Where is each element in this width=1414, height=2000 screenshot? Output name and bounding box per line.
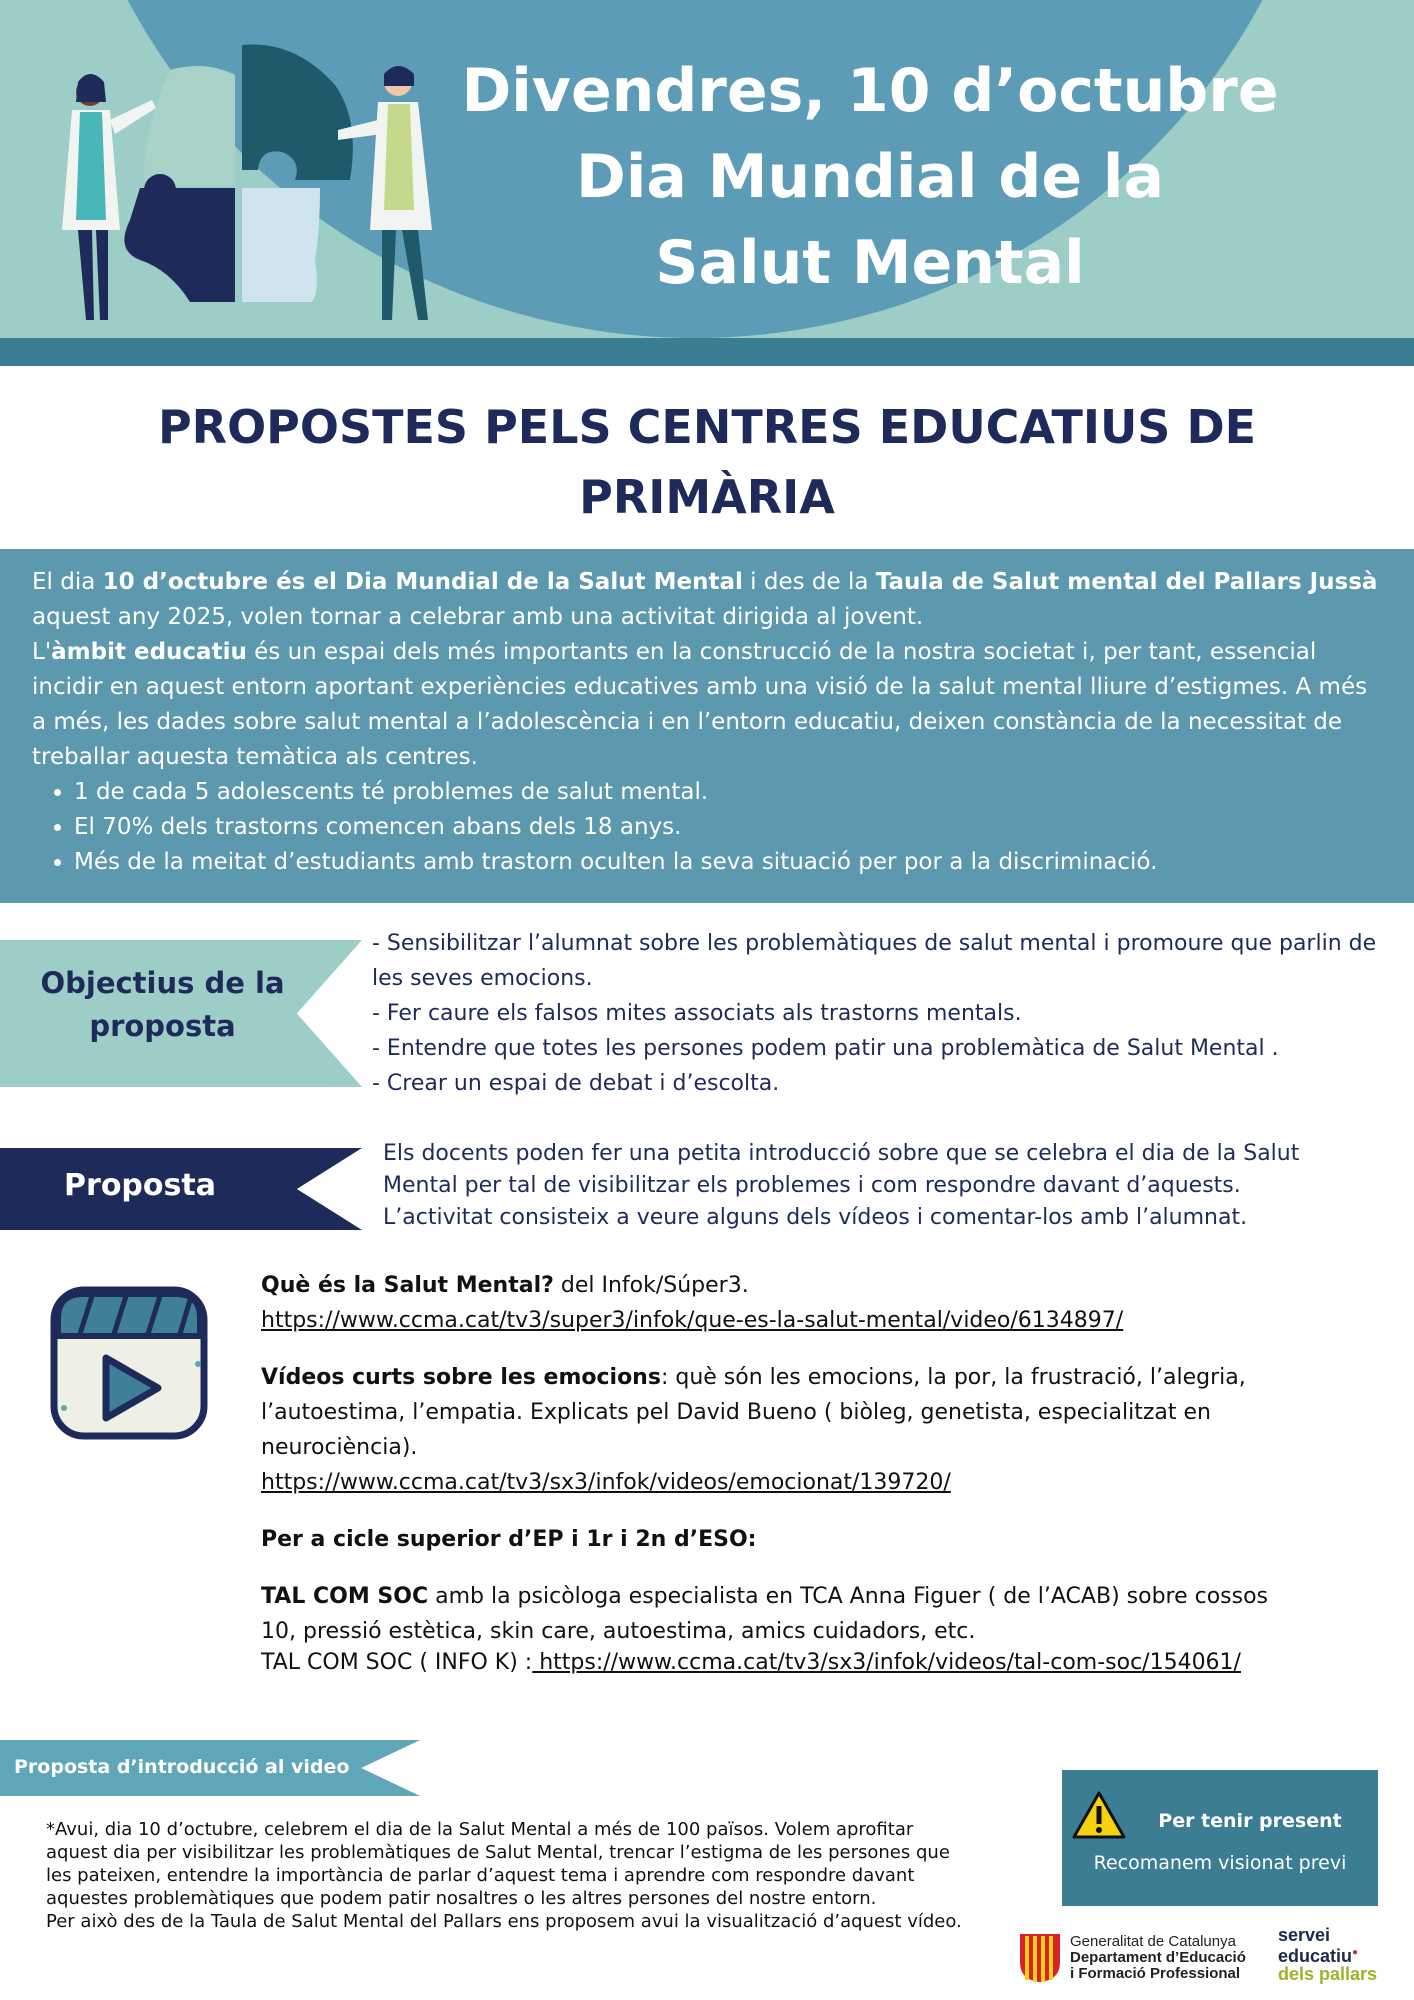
generalitat-line1: Generalitat de Catalunya	[1070, 1933, 1236, 1950]
header-title	[440, 48, 1300, 306]
intro-paragraph-2	[32, 635, 1382, 775]
header-title-line3: Salut Mental	[655, 228, 1085, 298]
sep-logo-line1: servei	[1278, 1925, 1331, 1945]
intro-highlight-table: Taula de Salut mental del Pallars Jussà	[875, 569, 1378, 595]
objectives-list	[372, 926, 1392, 1101]
objective-item: - Fer caure els falsos mites associats als trastorns mentals.	[372, 1001, 1022, 1026]
generalitat-text	[1070, 1934, 1246, 1982]
intro-highlight-ambit: àmbit educatiu	[51, 639, 247, 665]
sep-logo-line2: educatiu●	[1278, 1946, 1359, 1966]
intro-paragraph-1	[32, 565, 1382, 635]
objective-item: - Sensibilitzar l’alumnat sobre les problemàtiques de salut mental i promoure que parlin de les seves emocions.	[372, 931, 1377, 991]
resource-3	[261, 1579, 1281, 1649]
reminder-text: Recomanem visionat previ	[1093, 1852, 1347, 1874]
intro-video-text	[46, 1818, 976, 1933]
header-banner	[0, 0, 1414, 338]
intro-text: aquest any 2025, volen tornar a celebrar amb una activitat dirigida al jovent.	[32, 604, 924, 630]
generalitat-line3: i Formació Professional	[1070, 1965, 1241, 1982]
header-divider-band	[0, 338, 1414, 366]
resource-1-title: Què és la Salut Mental?	[261, 1273, 554, 1298]
header-title-line1: Divendres, 10 d’octubre	[461, 56, 1279, 126]
generalitat-line2: Departament d’Educació	[1070, 1949, 1246, 1966]
resource-2-link[interactable]: https://www.ccma.cat/tv3/sx3/infok/videos/emocionat/139720/	[261, 1470, 951, 1495]
reminder-title: Per tenir present	[1158, 1810, 1342, 1832]
reminder-box	[1062, 1770, 1378, 1906]
intro-section	[0, 549, 1414, 903]
resource-1	[261, 1268, 1281, 1303]
intro-text: és un espai dels més importants en la construcció de la nostra societat i, per tant, essencial incidir en aquest entorn aportant experiències educatives amb una visió de la salut mental lliure d’estigmes. A més a més, les dades sobre salut mental a l’adolescència i en l’entorn educatiu, deixen constància de la necessitat de treballar aquesta temàtica als centres.	[32, 639, 1368, 770]
page-title-line1: PROPOSTES PELS CENTRES EDUCATIUS DE	[157, 400, 1257, 454]
page-title	[0, 392, 1414, 532]
stats-list	[32, 775, 1382, 880]
intro-text: i des de la	[742, 569, 876, 595]
intro-text: L'	[32, 639, 52, 665]
resource-1-source: del Infok/Súper3.	[553, 1273, 749, 1298]
stats-item: • 1 de cada 5 adolescents té problemes de salut mental.	[74, 775, 1382, 810]
resource-2-description: : què són les emocions, la por, la frustració, l’alegria, l’autoestima, l’empatia. Explicats pel David Bueno ( biòleg, genetista, especialitzat en neurociència).	[261, 1365, 1246, 1460]
objective-item: - Crear un espai de debat i d’escolta.	[372, 1071, 780, 1096]
resource-3-label: TAL COM SOC ( INFO K) :	[261, 1650, 533, 1675]
cycle-heading: Per a cicle superior d’EP i 1r i 2n d’ESO:	[261, 1527, 757, 1552]
intro-text: El dia	[32, 569, 103, 595]
warning-icon	[1072, 1790, 1126, 1840]
header-title-line2: Dia Mundial de la	[576, 142, 1164, 212]
proposal-line: Mental per tal de visibilitzar els problemes i com respondre davant d’aquests.	[383, 1173, 1241, 1198]
intro-video-tag-label: Proposta d’introducció al video	[14, 1756, 350, 1778]
page-title-line2: PRIMÀRIA	[579, 470, 835, 524]
objectives-tag-label: Objectius de la proposta	[40, 966, 285, 1043]
objective-item: - Entendre que totes les persones podem patir una problemàtica de Salut Mental .	[372, 1036, 1279, 1061]
video-play-icon	[40, 1278, 220, 1448]
stats-item: • El 70% dels trastorns comencen abans dels 18 anys.	[74, 810, 1382, 845]
sep-logo-line3: dels pallars	[1278, 1964, 1378, 1984]
intro-video-paragraph: *Avui, dia 10 d’octubre, celebrem el dia de la Salut Mental a més de 100 països. Volem aprofitar aquest dia per visibilitzar les problemàtiques de Salut Mental, trencar l’estigma de les persones que les pateixen, entendre la importància de parlar d’aquest tema i aprendre com respondre davant aquestes problemàtiques que podem patir nosaltres o les altres persones del nostre entorn.	[46, 1819, 950, 1909]
stats-item: • Més de la meitat d’estudiants amb trastorn oculten la seva situació per por a la discriminació.	[74, 845, 1382, 880]
servei-educatiu-logo	[1278, 1926, 1377, 1983]
resource-2-title: Vídeos curts sobre les emocions	[261, 1365, 661, 1390]
proposal-tag-label: Proposta	[64, 1168, 216, 1203]
proposal-line: Els docents poden fer una petita introducció sobre que se celebra el dia de la Salut	[383, 1141, 1300, 1166]
puzzle-illustration	[20, 30, 460, 330]
proposal-line: L’activitat consisteix a veure alguns dels vídeos i comentar-los amb l’alumnat.	[383, 1205, 1248, 1230]
resource-3-link[interactable]: https://www.ccma.cat/tv3/sx3/infok/videos/tal-com-soc/154061/	[532, 1650, 1241, 1675]
generalitat-logo	[1018, 1932, 1062, 1984]
video-resources	[261, 1268, 1281, 1677]
resource-1-link[interactable]: https://www.ccma.cat/tv3/super3/infok/que-es-la-salut-mental/video/6134897/	[261, 1308, 1124, 1333]
intro-highlight-day: 10 d’octubre és el Dia Mundial de la Salut Mental	[102, 569, 743, 595]
resource-3-description: amb la psicòloga especialista en TCA Anna Figuer ( de l’ACAB) sobre cossos 10, pressió estètica, skin care, autoestima, amics cuidadors, etc.	[261, 1584, 1269, 1644]
proposal-description	[383, 1138, 1383, 1234]
resource-3-title: TAL COM SOC	[261, 1584, 429, 1609]
intro-video-paragraph: Per això des de la Taula de Salut Mental del Pallars ens proposem avui la visualització d’aquest vídeo.	[46, 1911, 962, 1932]
resource-2	[261, 1360, 1281, 1465]
